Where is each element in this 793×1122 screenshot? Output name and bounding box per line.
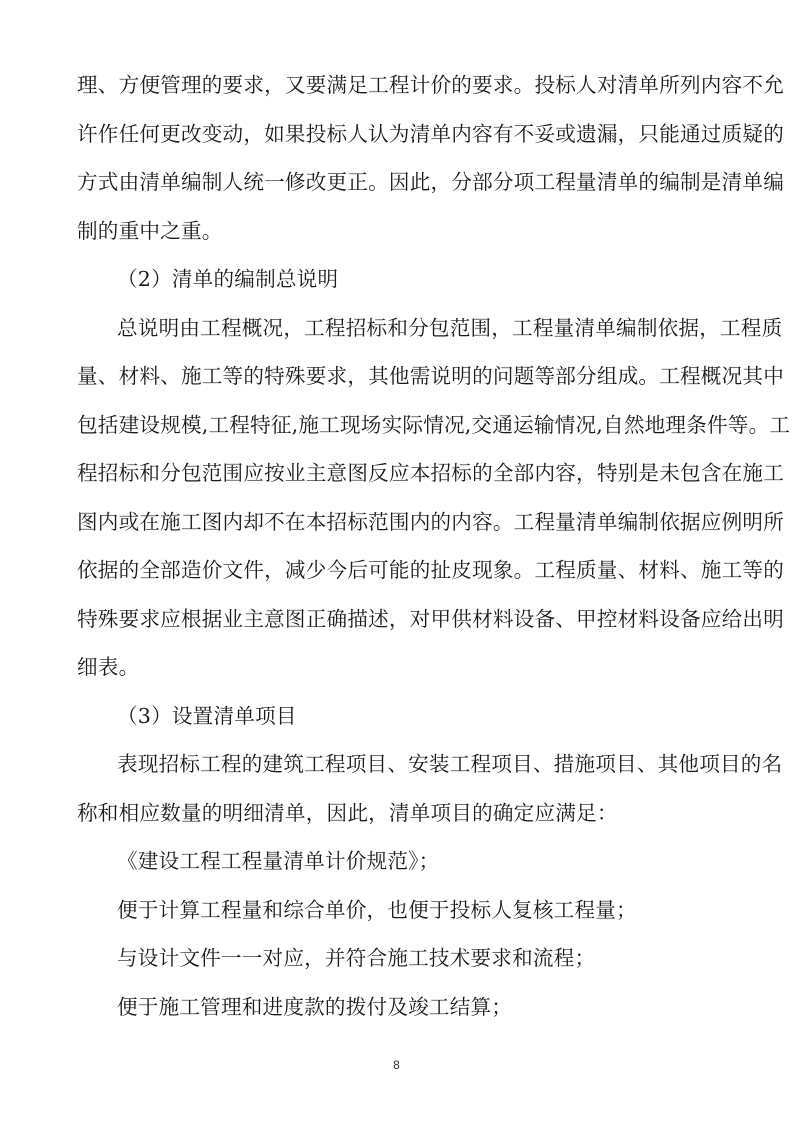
paragraph-line: 称和相应数量的明细清单，因此，清单项目的确定应满足： [77,800,618,825]
list-item: 便于计算工程量和综合单价，也便于投标人复核工程量； [117,897,637,922]
paragraph-line: 量、材料、施工等的特殊要求，其他需说明的问题等部分组成。工程概况其中 [77,364,784,388]
paragraph-line: 许作任何更改变动，如果投标人认为清单内容有不妥或遗漏，只能通过质疑的 [77,121,784,146]
paragraph-line: 方式由清单编制人统一修改更正。因此，分部分项工程量清单的编制是清单编 [77,170,784,194]
section-heading-2: （2）清单的编制总说明 [117,267,339,291]
paragraph-line: 理、方便管理的要求，又要满足工程计价的要求。投标人对清单所列内容不允 [77,73,784,97]
paragraph-line: 程招标和分包范围应按业主意图反应本招标的全部内容，特别是未包含在施工 [77,461,784,485]
paragraph-line: 依据的全部造价文件，减少今后可能的扯皮现象。工程质量、材料、施工等的 [77,558,784,582]
list-item: 便于施工管理和进度款的拨付及竣工结算； [117,994,513,1019]
page-number: 8 [393,1058,400,1072]
paragraph-line: 特殊要求应根据业主意图正确描述，对甲供材料设备、甲控材料设备应给出明 [77,606,784,631]
paragraph-line: 包括建设规模,工程特征,施工现场实际情况,交通运输情况,自然地理条件等。工 [77,412,791,437]
paragraph-line: 表现招标工程的建筑工程项目、安装工程项目、措施项目、其他项目的名 [117,752,783,776]
document-body [77,61,791,1031]
list-item: 《建设工程工程量清单计价规范》； [117,849,440,873]
paragraph-line: 制的重中之重。 [77,218,223,243]
paragraph-line: 总说明由工程概况，工程招标和分包范围，工程量清单编制依据，工程质 [117,315,783,340]
list-item: 与设计文件一一对应，并符合施工技术要求和流程； [117,946,596,970]
paragraph-line: 图内或在施工图内却不在本招标范围内的内容。工程量清单编制依据应例明所 [77,509,784,534]
paragraph-line: 细表。 [77,655,140,679]
section-heading-3: （3）设置清单项目 [117,703,297,728]
